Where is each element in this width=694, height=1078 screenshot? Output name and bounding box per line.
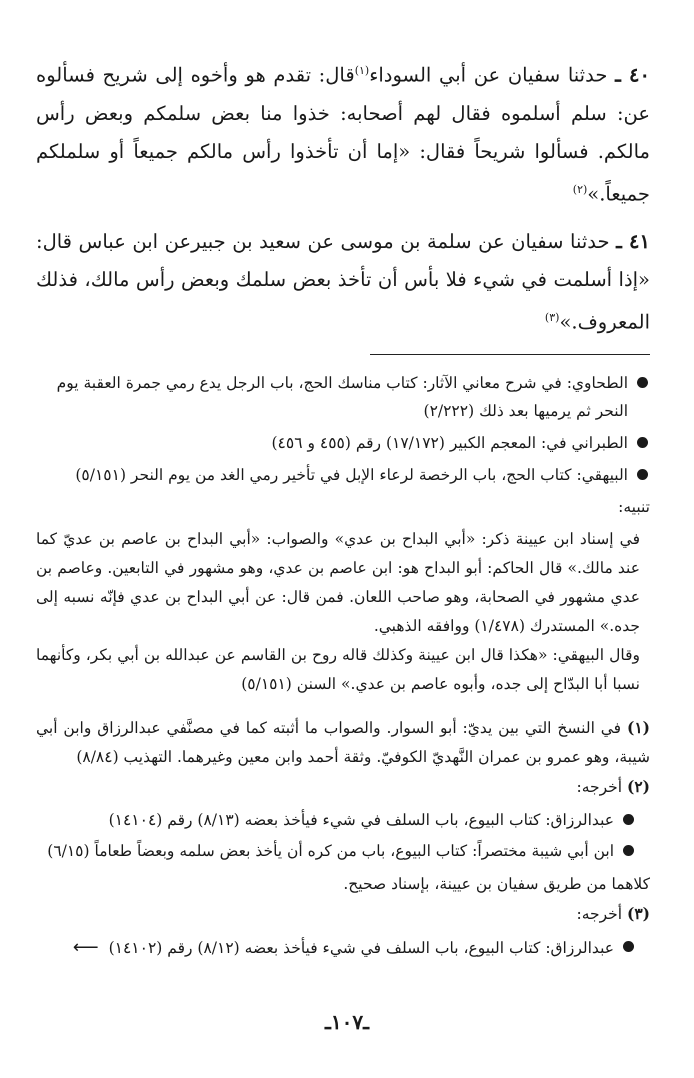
tanbih-heading: تنبيه: [618,497,650,516]
footnote-3-list [36,933,650,963]
footnote-1 [36,713,650,772]
hadith-text: قال: تقدم هو وأخوه إلى شريح فسألوه عن: سلم أسلموه فقال لهم أصحابه: خذوا منا بعض سلمكم وبعض رأس مالكم. فسألوا شريحاً فقال: «إما أن تأخذوا رأس مالكم جميعاً أو سلملكم جميعاً.» [36,63,650,205]
bullet-icon [623,814,634,825]
footnote-source-item: ابن أبي شيبة مختصراً: كتاب البيوع، باب من كره أن يأخذ بعض سلمه وبعضاً طعاماً (٦/١٥) [36,837,636,866]
footnote-3-heading [36,899,650,929]
hadith-40 [36,52,650,213]
tanbih-section [36,525,650,699]
separator-line [370,354,650,355]
hadith-number: ٤٠ ـ [615,63,650,87]
footnote-2-list [36,806,650,866]
footnote-ref: (١) [354,64,370,77]
hadith-number: ٤١ ـ [616,230,650,253]
footnote-label: (١) [626,717,650,737]
footnote-2-heading [36,772,650,802]
bullet-icon [623,845,634,856]
tanbih-paragraph: وقال البيهقي: «هكذا قال ابن عيينة وكذلك قاله روح بن القاسم عن عبدالله بن أبي بكر، وكأنهما نسبا أبا البدّاح إلى جده، وأبوه عاصم بن عدي.» السنن (٥/١٥١) [36,645,640,693]
footnote-source-item: عبدالرزاق: كتاب البيوع، باب السلف في شيء فيأخذ بعضه (٨/١٣) رقم (١٤١٠٤) [36,806,636,835]
hadith-text: حدثنا سفيان عن أبي السوداء [369,63,608,87]
source-item: الطبراني في: المعجم الكبير (١٧/١٧٢) رقم (٤٥٥ و ٤٥٦) [36,429,650,457]
bullet-icon [637,469,648,480]
bullet-icon [623,941,634,952]
footnote-label: (٣) [626,903,650,923]
footnote-source-item: عبدالرزاق: كتاب البيوع، باب السلف في شيء فيأخذ بعضه (٨/١٢) رقم (١٤١٠٢)⟵ [36,933,636,963]
footnote-heading: أخرجه: [576,777,623,796]
hadith-text: حدثنا سفيان عن سلمة بن موسى عن سعيد بن جبيرعن ابن عباس قال: «إذا أسلمت في شيء فلا بأس أن تأخذ بعض سلمك وبعض رأس مالك، فذلك المعروف.» [36,230,650,334]
continuation-arrow-icon: ⟵ [72,936,99,958]
sources-list [36,369,650,489]
source-item: الطحاوي: في شرح معاني الآثار: كتاب مناسك الحج، باب الرجل يدع رمي جمرة العقبة يوم النحر ثم يرميها بعد ذلك (٢/٢٢٢) [36,369,650,425]
footnote-ref: (٢) [572,182,588,196]
bullet-icon [637,377,648,388]
bullet-icon [637,437,648,448]
footnote-heading: أخرجه: [576,904,623,923]
hadith-41 [36,223,650,342]
page-number: ـ١٠٧ـ [325,1010,369,1034]
source-item: البيهقي: كتاب الحج، باب الرخصة لرعاء الإبل في تأخير رمي الغد من يوم النحر (٥/١٥١) [36,461,650,489]
footnote-text: في النسخ التي بين يديّ: أبو السوار. والصواب ما أثبته كما في مصنَّفي عبدالرزاق وابن أبي شيبة، وهو عمرو بن عمران النَّهديّ الكوفيّ. وثقة أحمد وابن معين وغيرهما. التهذيب (٨/٨٤) [36,718,650,766]
separator-wrap [36,342,650,369]
tanbih-paragraph: في إسناد ابن عيينة ذكر: «أبي البداح بن عدي» والصواب: «أبي البداح بن عاصم بن عديّ كما عند مالك.» قال الحاكم: أبو البداح هو: ابن عاصم بن عدي، وهو مشهور في التابعين. وعاصم بن عدي مشهور في الصحابة، وهو صاحب اللعان. فمن قال: عن أبي البداح بن عدي فإنّه نسبه إلى جده.» المستدرك (١/٤٧٨) ووافقه الذهبي. [36,529,640,635]
footnote-2-note: كلاهما من طريق سفيان بن عيينة، بإسناد صحيح. [343,874,650,893]
footnote-ref: (٣) [544,311,560,324]
footnote-label: (٢) [626,776,650,796]
